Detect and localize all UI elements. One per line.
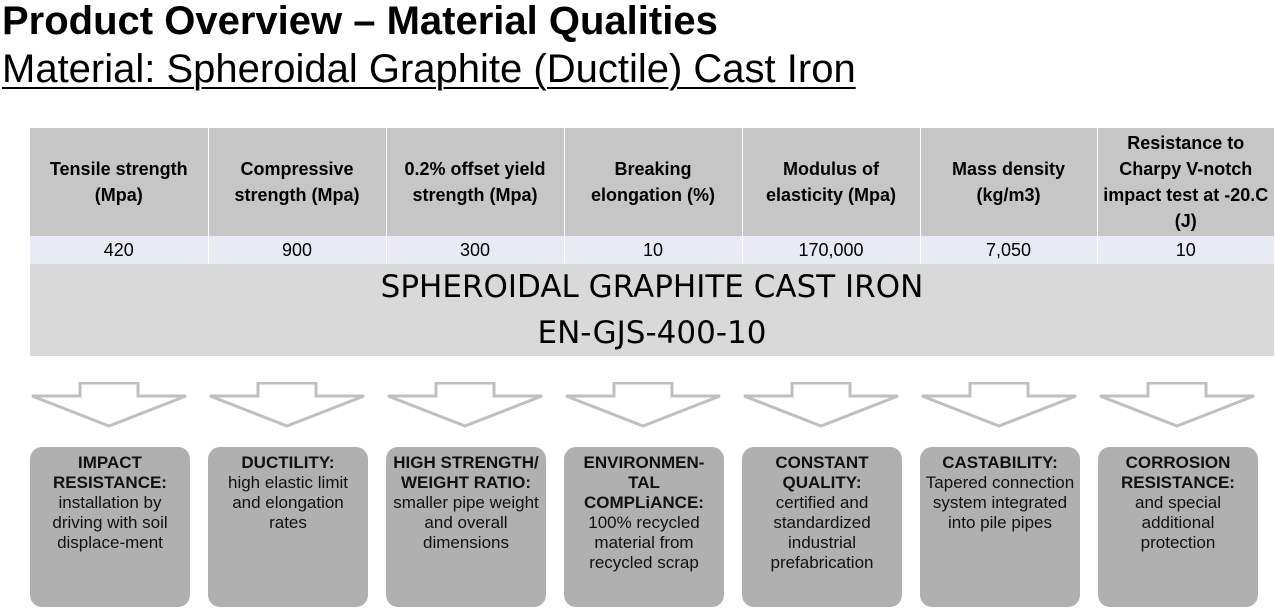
quality-card-environmental-compliance (564, 447, 724, 607)
quality-heading: CONSTANT QUALITY: (775, 453, 869, 492)
quality-description: high elastic limit and elongation rates (228, 473, 348, 532)
column-header: Resistance to Charpy V-notch impact test at -20.C (J) (1097, 128, 1274, 236)
quality-heading: CASTABILITY: (942, 453, 1058, 472)
table-cell: 170,000 (742, 236, 920, 264)
quality-heading: ENVIRONMEN-TAL COMPLiANCE: (583, 453, 705, 512)
table-cell: 420 (30, 236, 208, 264)
quality-heading: CORROSION RESISTANCE: (1121, 453, 1235, 492)
page-subtitle: Material: Spheroidal Graphite (Ductile) Cast Iron (2, 47, 856, 91)
quality-description: 100% recycled material from recycled scrap (588, 513, 700, 572)
material-properties-table (30, 128, 1274, 264)
table-cell: 900 (208, 236, 386, 264)
table-row (30, 236, 1274, 264)
column-header: Compressive strength (Mpa) (208, 128, 386, 236)
banner-line-1: SPHEROIDAL GRAPHITE CAST IRON (380, 269, 924, 305)
down-arrow-icon (29, 382, 189, 428)
down-arrow-icon (741, 382, 901, 428)
material-grade-banner (30, 264, 1274, 356)
page-title: Product Overview – Material Qualities (2, 0, 718, 43)
column-header: Tensile strength (Mpa) (30, 128, 208, 236)
column-header: Modulus of elasticity (Mpa) (742, 128, 920, 236)
quality-description: installation by driving with soil displace-ment (52, 493, 168, 552)
table-cell: 7,050 (920, 236, 1097, 264)
table-cell: 10 (1097, 236, 1274, 264)
down-arrow-icon (919, 382, 1079, 428)
quality-card-ductility (208, 447, 368, 607)
quality-description: Tapered connection system integrated into pile pipes (925, 473, 1075, 532)
column-header: Breaking elongation (%) (564, 128, 742, 236)
quality-description: certified and standardized industrial prefabrication (770, 493, 874, 572)
quality-heading: DUCTILITY: (241, 453, 335, 472)
quality-card-corrosion-resistance (1098, 447, 1258, 607)
banner-line-2: EN-GJS-400-10 (537, 315, 767, 351)
quality-heading: HIGH STRENGTH/ WEIGHT RATIO: (393, 453, 539, 492)
down-arrow-icon (563, 382, 723, 428)
table-cell: 300 (386, 236, 564, 264)
quality-card-constant-quality (742, 447, 902, 607)
down-arrow-icon (207, 382, 367, 428)
quality-card-strength-weight (386, 447, 546, 607)
table-header-row (30, 128, 1274, 236)
column-header: 0.2% offset yield strength (Mpa) (386, 128, 564, 236)
quality-heading: IMPACT RESISTANCE: (53, 453, 167, 492)
column-header: Mass density (kg/m3) (920, 128, 1097, 236)
quality-description: and special additional protection (1134, 493, 1221, 552)
quality-description: smaller pipe weight and overall dimensions (393, 493, 539, 552)
down-arrow-icon (1097, 382, 1257, 428)
down-arrow-icon (385, 382, 545, 428)
quality-card-impact-resistance (30, 447, 190, 607)
quality-card-castability (920, 447, 1080, 607)
table-cell: 10 (564, 236, 742, 264)
